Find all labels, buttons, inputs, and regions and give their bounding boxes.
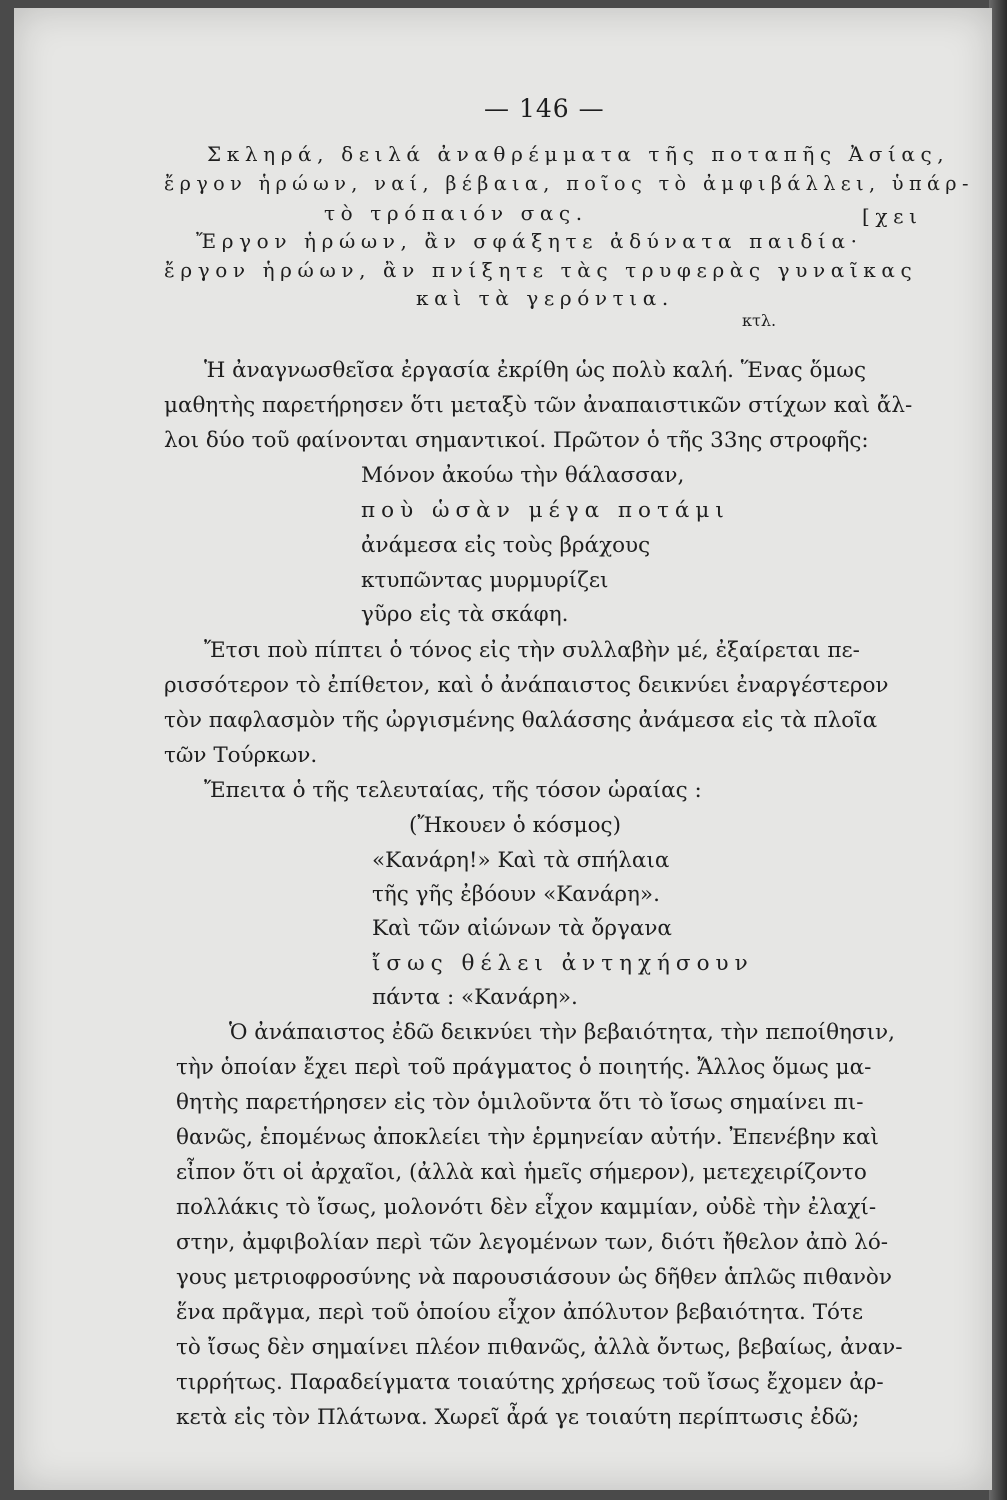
text-line: τὸ ἴσως δὲν σημαίνει πλέον πιθανῶς, ἀλλὰ ὄντως, βεβαίως, ἀναν- [176, 1335, 903, 1360]
text-line: γους μετριοφροσύνης νὰ παρουσιάσουν ὡς δῆθεν ἁπλῶς πιθανὸν [176, 1265, 892, 1290]
verse-line: Καὶ τῶν αἰώνων τὰ ὄργανα [372, 916, 672, 941]
text-line: μαθητὴς παρετήρησεν ὅτι μεταξὺ τῶν ἀναπαιστικῶν στίχων καὶ ἄλ- [164, 393, 913, 418]
poem-line-wrap: [χει [862, 204, 923, 228]
text-line: τὴν ὁποίαν ἔχει περὶ τοῦ πράγματος ὁ ποιητής. Ἄλλος ὅμως μα- [176, 1055, 872, 1080]
text-line: ρισσότερον τὸ ἐπίθετον, καὶ ὁ ἀνάπαιστος δεικνύει ἐναργέστερον [164, 673, 889, 698]
text-line: τιρρήτως. Παραδείγματα τοιαύτης χρήσεως τοῦ ἴσως ἔχομεν ἀρ- [176, 1370, 884, 1395]
poem-line: ἔργον ἡρώων, ναί, βέβαια, ποῖος τὸ ἀμφιβάλλει, ὑπάρ- [164, 171, 974, 195]
text-line: Ὁ ἀνάπαιστος ἐδῶ δεικνύει τὴν βεβαιότητα, τὴν πεποίθησιν, [229, 1020, 895, 1045]
text-line: τὸν παφλασμὸν τῆς ὠργισμένης θαλάσσης ἀνάμεσα εἰς τὰ πλοῖα [164, 708, 878, 733]
text-line: Ἔπειτα ὁ τῆς τελευταίας, τῆς τόσον ὡραίας : [204, 778, 702, 803]
page-number: — 146 — [484, 94, 605, 123]
text-line: Ἔτσι ποὺ πίπτει ὁ τόνος εἰς τὴν συλλαβὴν μέ, ἐξαίρεται πε- [204, 638, 860, 663]
verse-line: Μόνον ἀκούω τὴν θάλασσαν, [361, 463, 685, 488]
poem-line: ἔργον ἡρώων, ἂν πνίξητε τὰς τρυφερὰς γυναῖκας [164, 258, 918, 282]
book-page [14, 8, 992, 1490]
poem-line: καὶ τὰ γερόντια. [416, 286, 674, 310]
verse-line: ἀνάμεσα εἰς τοὺς βράχους [361, 533, 651, 558]
poem-line: τὸ τρόπαιόν σας. [324, 201, 588, 225]
verse-line: «Κανάρη!» Καὶ τὰ σπήλαια [372, 848, 670, 873]
verse-line: πάντα : «Κανάρη». [372, 985, 578, 1010]
verse-line: τῆς γῆς ἐβόουν «Κανάρη». [372, 882, 660, 907]
poem-line: Σκληρά, δειλά ἀναθρέμματα τῆς ποταπῆς Ἀσίας, [207, 142, 950, 166]
text-line: εἶπον ὅτι οἱ ἀρχαῖοι, (ἀλλὰ καὶ ἡμεῖς σήμερον), μετεχειρίζοντο [176, 1160, 867, 1185]
text-line: θητὴς παρετήρησεν εἰς τὸν ὁμιλοῦντα ὅτι τὸ ἴσως σημαίνει πι- [176, 1090, 864, 1115]
text-line: στην, ἀμφιβολίαν περὶ τῶν λεγομένων των, διότι ἤθελον ἀπὸ λό- [176, 1230, 889, 1255]
poem-line: Ἔργον ἡρώων, ἂν σφάξητε ἀδύνατα παιδία· [196, 229, 863, 253]
poem-ktl: κτλ. [742, 311, 777, 330]
text-line: τῶν Τούρκων. [164, 743, 318, 768]
verse-line: (Ἤκουεν ὁ κόσμος) [409, 813, 621, 838]
text-line: θανῶς, ἑπομένως ἀποκλείει τὴν ἑρμηνείαν αὐτήν. Ἐπενέβην καὶ [176, 1125, 879, 1150]
verse-line: γῦρο εἰς τὰ σκάφη. [361, 602, 569, 627]
text-line: ἕνα πρᾶγμα, περὶ τοῦ ὁποίου εἶχον ἀπόλυτον βεβαιότητα. Τότε [176, 1300, 864, 1325]
text-line: πολλάκις τὸ ἴσως, μολονότι δὲν εἶχον καμμίαν, οὐδὲ τὴν ἐλαχί- [176, 1195, 877, 1220]
verse-line: ἴσως θέλει ἀντηχήσουν [372, 951, 754, 976]
verse-line: ποὺ ὡσὰν μέγα ποτάμι [361, 498, 730, 523]
text-line: κετὰ εἰς τὸν Πλάτωνα. Χωρεῖ ἆρά γε τοιαύτη περίπτωσις ἐδῶ; [176, 1405, 860, 1430]
verse-line: κτυπῶντας μυρμυρίζει [361, 568, 609, 593]
text-line: λοι δύο τοῦ φαίνονται σημαντικοί. Πρῶτον ὁ τῆς 33ης στροφῆς: [164, 428, 869, 453]
text-line: Ἡ ἀναγνωσθεῖσα ἐργασία ἐκρίθη ὡς πολὺ καλή. Ἕνας ὅμως [204, 358, 866, 383]
